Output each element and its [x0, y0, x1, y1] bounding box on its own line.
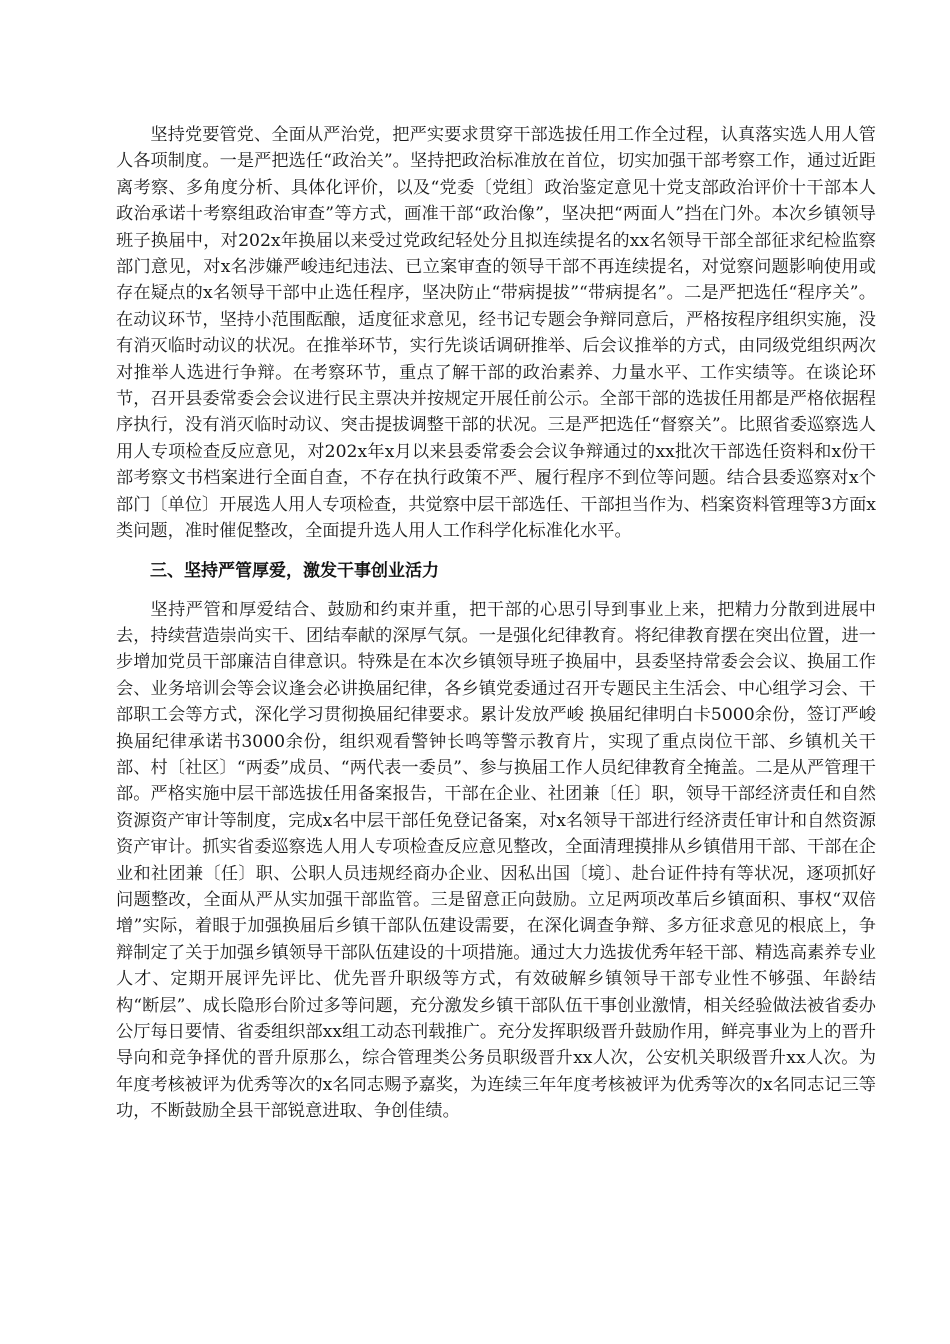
body-paragraph: 坚持严管和厚爱结合、鼓励和约束并重，把干部的心思引导到事业上来，把精力分散到进展中去，持续营造崇尚实干、团结奉献的深厚气氛。一是强化纪律教育。将纪律教育摆在突出位置，进一步增加党员干部廉洁自律意识。特殊是在本次乡镇领导班子换届中，县委坚持常委会会议、换届工作会、业务培训会等会议逢会必讲换届纪律，各乡镇党委通过召开专题民主生活会、中心组学习会、干部职工会等方式，深化学习贯彻换届纪律要求。累计发放严峻 换届纪律明白卡5000余份，签订严峻 换届纪律承诺书3000余份，组织观看警钟长鸣等警示教育片，实现了重点岗位干部、乡镇机关干部、村〔社区〕“两委”成员、“两代表一委员”、参与换届工作人员纪律教育全掩盖。二是从严管理干部。严格实施中层干部选拔任用备案报告，干部在企业、社团兼〔任〕职，领导干部经济责任和自然资源资产审计等制度，完成x名中层干部任免登记备案，对x名领导干部进行经济责任审计和自然资源资产审计。抓实省委巡察选人用人专项检查反应意见整改，全面清理摸排从乡镇借用干部、干部在企业和社团兼〔任〕职、公职人员违规经商办企业、因私出国〔境〕、赴台证件持有等状况，逐项抓好问题整改，全面从严从实加强干部监管。三是留意正向鼓励。立足两项改革后乡镇面积、事权“双倍增”实际，着眼于加强换届后乡镇干部队伍建设需要，在深化调查争辩、多方征求意见的根底上，争辩制定了关于加强乡镇领导干部队伍建设的十项措施。通过大力选拔优秀年轻干部、精选高素养专业人才、定期开展评先评比、优先晋升职级等方式，有效破解乡镇领导干部专业性不够强、年龄结构“断层”、成长隐形台阶过多等问题，充分激发乡镇干部队伍干事创业激情，相关经验做法被省委办公厅每日要情、省委组织部xx组工动态刊载推广。充分发挥职级晋升鼓励作用，鲜亮事业为上的晋升导向和竞争择优的晋升原那么，综合管理类公务员职级晋升xx人次，公安机关职级晋升xx人次。为年度考核被评为优秀等次的x名同志赐予嘉奖，为连续三年年度考核被评为优秀等次的x名同志记三等功，不断鼓励全县干部锐意进取、争创佳绩。 [116, 599, 876, 1122]
document-page [116, 122, 876, 1125]
body-paragraph: 坚持党要管党、全面从严治党，把严实要求贯穿干部选拔任用工作全过程，认真落实选人用人管人各项制度。一是严把选任“政治关”。坚持把政治标准放在首位，切实加强干部考察工作，通过近距离考察、多角度分析、具体化评价，以及“党委〔党组〕政治鉴定意见十党支部政治评价十干部本人政治承诺十考察组政治审查”等方式，画准干部“政治像”，坚决把“两面人”挡在门外。本次乡镇领导班子换届中，对202x年换届以来受过党政纪轻处分且拟连续提名的xx名领导干部全部征求纪检监察部门意见，对x名涉嫌严峻违纪违法、已立案审查的领导干部不再连续提名，对觉察问题影响使用或存在疑点的x名领导干部中止选任程序，坚决防止“带病提拔”“带病提名”。二是严把选任“程序关”。在动议环节，坚持小范围酝酿，适度征求意见，经书记专题会争辩同意后，严格按程序组织实施，没有消灭临时动议的状况。在推举环节，实行先谈话调研推举、后会议推举的方式，由同级党组织两次对推举人选进行争辩。在考察环节，重点了解干部的政治素养、力量水平、工作实绩等。在谈论环节，召开县委常委会会议进行民主票决并按规定开展任前公示。全部干部的选拔任用都是严格依据程序执行，没有消灭临时动议、突击提拔调整干部的状况。三是严把选任“督察关”。比照省委巡察选人用人专项检查反应意见，对202x年x月以来县委常委会会议争辩通过的xx批次干部选任资料和x份干部考察文书档案进行全面自查，不存在执行政策不严、履行程序不到位等问题。结合县委巡察对x个部门〔单位〕开展选人用人专项检查，共觉察中层干部选任、干部担当作为、档案资料管理等3方面x类问题，准时催促整改，全面提升选人用人工作科学化标准化水平。 [116, 125, 876, 542]
section-heading: 三、坚持严管厚爱，激发干事创业活力 [150, 560, 439, 581]
